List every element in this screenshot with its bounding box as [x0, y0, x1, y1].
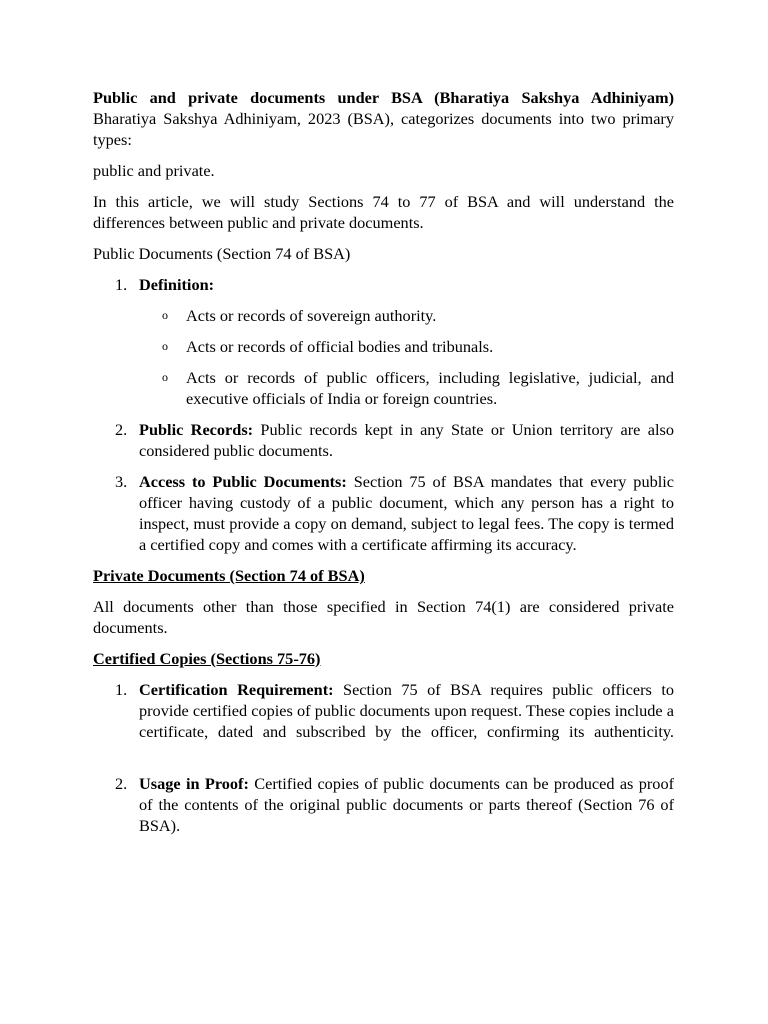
- list-item-number: 1.: [115, 680, 128, 699]
- intro-paragraph-1: Bharatiya Sakshya Adhiniyam, 2023 (BSA), categorizes documents into two primary types:: [93, 109, 674, 149]
- list-item: [93, 274, 674, 295]
- list-item-text: Section 75 of BSA mandates that every public officer having custody of a public document, which any person has a right to inspect, must provide a copy on demand, subject to legal fees. The copy is termed a certified copy and comes with a certificate affirming its accuracy.: [139, 472, 675, 554]
- bullet-icon: o: [162, 339, 168, 353]
- list-item-text: Section 75 of BSA requires public officers to provide certified copies of public documents upon request. These copies include a certificate, dated and subscribed by the officer, confirming its authenticity.: [139, 680, 674, 741]
- list-item-label: Certification Requirement:: [139, 680, 334, 699]
- public-documents-heading: Public Documents (Section 74 of BSA): [93, 244, 351, 263]
- private-documents-heading: Private Documents (Section 74 of BSA): [93, 566, 365, 585]
- list-item: [93, 471, 674, 555]
- public-documents-list-continued: [93, 419, 674, 555]
- intro-paragraph-2: public and private.: [93, 161, 215, 180]
- list-item: [93, 679, 674, 742]
- list-item-label: Definition:: [139, 275, 215, 294]
- sub-list-item: [93, 367, 674, 409]
- list-item: [93, 419, 674, 461]
- list-item-label: Usage in Proof:: [139, 774, 249, 793]
- certified-copies-list: [93, 679, 674, 836]
- blank-line: [93, 742, 674, 763]
- sub-list-item: [93, 336, 674, 357]
- bullet-icon: o: [162, 370, 168, 384]
- sub-list-item-text: Acts or records of official bodies and tribunals.: [186, 337, 494, 356]
- list-item-number: 2.: [115, 420, 128, 439]
- list-item-text: Certified copies of public documents can be produced as proof of the contents of the original public documents or parts thereof (Section 76 of BSA).: [139, 774, 675, 835]
- certified-copies-heading: Certified Copies (Sections 75-76): [93, 649, 321, 668]
- private-documents-paragraph: All documents other than those specified in Section 74(1) are considered private documents.: [93, 597, 674, 637]
- list-item-label: Public Records:: [139, 420, 254, 439]
- document-title: Public and private documents under BSA (Bharatiya Sakshya Adhiniyam): [93, 88, 674, 107]
- list-item-text: Public records kept in any State or Union territory are also considered public documents.: [139, 420, 674, 460]
- sub-list-item: [93, 305, 674, 326]
- list-item-number: 3.: [115, 472, 128, 491]
- bullet-icon: o: [162, 308, 168, 322]
- definition-sub-list: [93, 305, 674, 409]
- public-documents-list: [93, 274, 674, 295]
- list-item-label: Access to Public Documents:: [139, 472, 347, 491]
- list-item-number: 1.: [115, 275, 128, 294]
- intro-paragraph-3: In this article, we will study Sections 74 to 77 of BSA and will understand the differences between public and private documents.: [93, 192, 674, 232]
- list-item: [93, 773, 674, 836]
- sub-list-item-text: Acts or records of sovereign authority.: [186, 306, 437, 325]
- document-page: [93, 87, 674, 836]
- sub-list-item-text: Acts or records of public officers, including legislative, judicial, and executive officials of India or foreign countries.: [186, 368, 674, 408]
- list-item-number: 2.: [115, 774, 128, 793]
